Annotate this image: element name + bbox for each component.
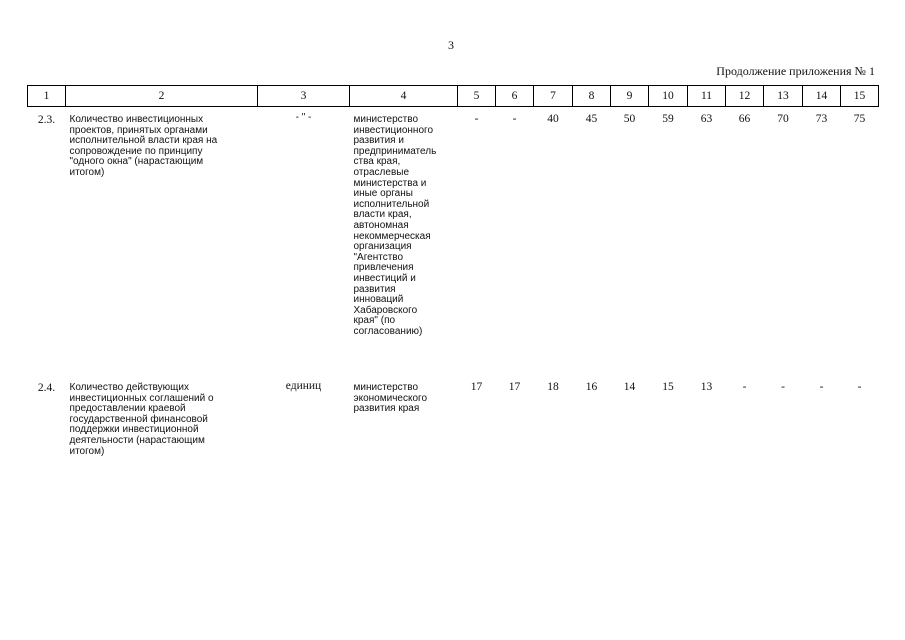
value-cell: 16 <box>585 381 598 393</box>
value-cell: 13 <box>700 381 713 393</box>
value-cell: 14 <box>623 381 636 393</box>
header-cell: 12 <box>726 86 764 107</box>
unit-cell: - " - <box>295 112 312 123</box>
value-cell: - <box>742 381 747 393</box>
value-cell: 17 <box>470 381 483 393</box>
value-cell: - <box>781 381 785 393</box>
header-cell: 9 <box>611 86 649 107</box>
value-cell: 75 <box>853 113 866 125</box>
row-number: 2.4. <box>37 382 56 394</box>
responsible-executor: министерство инвестиционного развития и предприниматель ства края, отраслевые министерства и иные органы исполнительной власти края, автономная некоммерческая организация "Агентство привлечения инвестиций и развития инноваций Хабаровского края" (по согласованию) <box>353 114 437 337</box>
header-cell: 2 <box>66 86 258 107</box>
value-cell: 59 <box>662 113 674 125</box>
indicator-name: Количество инвестиционных проектов, принятых органами исполнительной власти края на сопровождение по принципу "одного окна" (нарастающим итогом) <box>69 114 218 178</box>
header-cell: 5 <box>458 86 496 107</box>
header-cell: 15 <box>841 86 879 107</box>
header-row <box>28 86 879 107</box>
value-cell: 73 <box>815 113 828 125</box>
value-cell: 45 <box>585 113 598 125</box>
header-cell: 14 <box>803 86 841 107</box>
indicator-name: Количество действующих инвестиционных соглашений о предоставлении краевой государственной финансовой поддержки инвестиционной деятельности (нарастающим итогом) <box>69 382 214 457</box>
header-cell: 13 <box>764 86 803 107</box>
page-number: 3 <box>448 38 454 52</box>
value-cell: 17 <box>508 381 521 393</box>
header-cell: 6 <box>496 86 534 107</box>
indicators-table <box>27 85 879 473</box>
header-cell: 3 <box>258 86 350 107</box>
table-row <box>28 375 879 473</box>
header-cell: 7 <box>534 86 573 107</box>
table-row <box>28 107 879 376</box>
value-cell: 15 <box>662 381 674 393</box>
unit-cell: единиц <box>285 380 322 392</box>
value-cell: 18 <box>547 381 559 393</box>
value-cell: 70 <box>777 113 789 125</box>
value-cell: 50 <box>623 113 636 125</box>
responsible-executor: министерство экономического развития края <box>353 382 428 415</box>
row-number: 2.3. <box>37 114 56 126</box>
header-cell: 10 <box>649 86 688 107</box>
header-cell: 4 <box>350 86 458 107</box>
value-cell: 40 <box>547 113 559 125</box>
value-cell: - <box>819 381 824 393</box>
value-cell: - <box>474 113 479 125</box>
value-cell: - <box>512 113 517 125</box>
continuation-label: Продолжение приложения № 1 <box>716 64 875 78</box>
header-cell: 11 <box>688 86 726 107</box>
header-cell: 8 <box>573 86 611 107</box>
value-cell: 63 <box>700 113 713 125</box>
value-cell: - <box>857 381 862 393</box>
value-cell: 66 <box>738 113 751 125</box>
header-cell: 1 <box>28 86 66 107</box>
